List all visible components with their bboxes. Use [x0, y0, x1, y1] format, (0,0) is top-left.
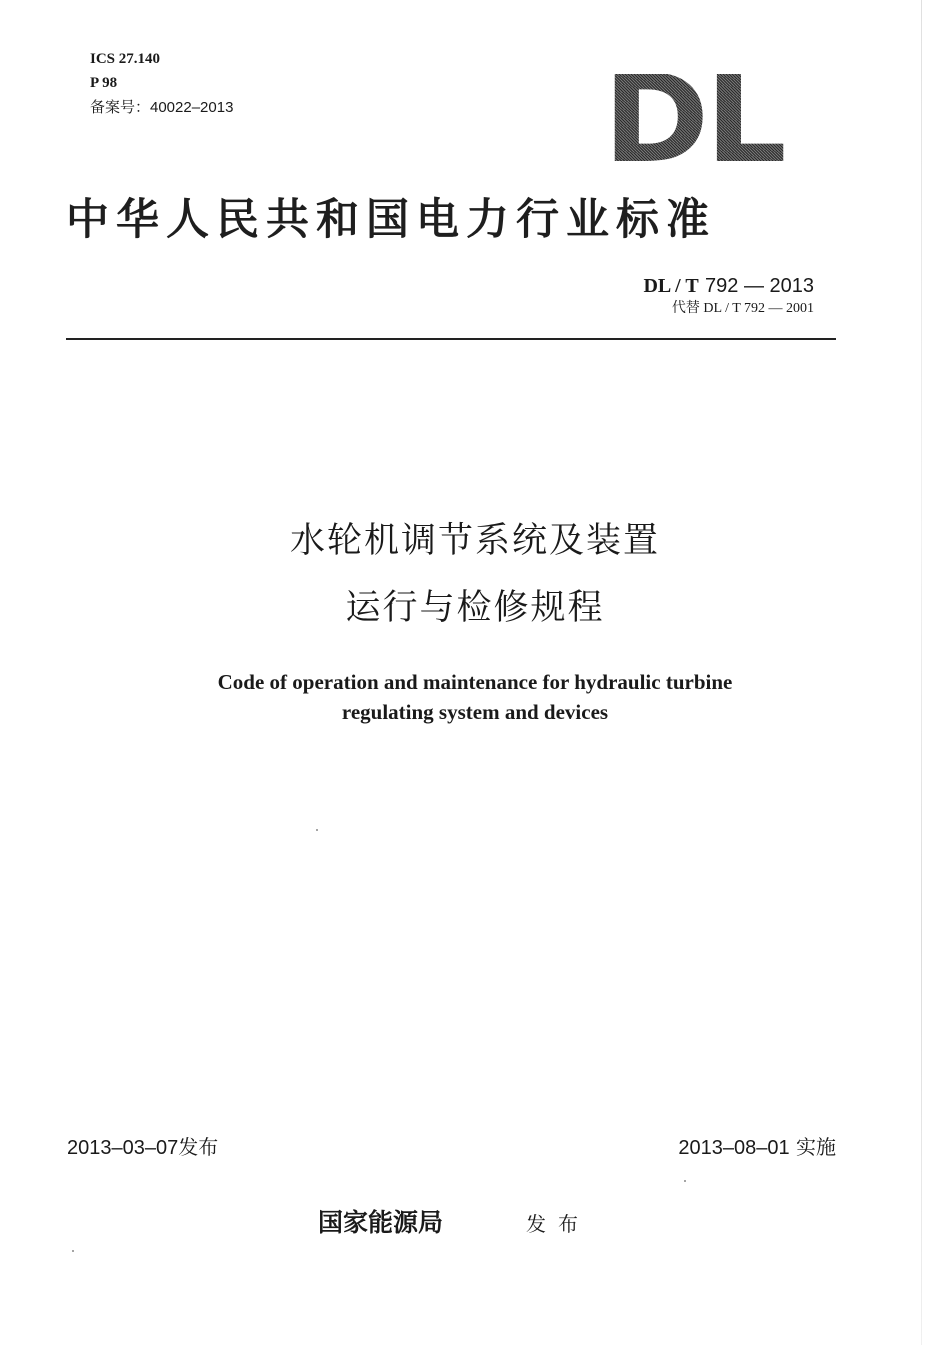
standard-code-prefix: DL / T — [643, 275, 699, 297]
dl-logo: DL — [603, 74, 794, 164]
title-en-line1: Code of operation and maintenance for hydraulic turbine — [217, 670, 733, 694]
issuer-action: 发布 — [526, 1212, 590, 1236]
scan-speck — [684, 1180, 686, 1182]
ccs-code: P 98 — [90, 75, 118, 91]
implement-date-label: 实施 — [796, 1135, 836, 1159]
scan-speck — [316, 829, 318, 831]
header-divider — [66, 338, 836, 340]
standard-code — [643, 272, 814, 299]
title-cn-line1: 水轮机调节系统及装置 — [289, 521, 660, 561]
org-title: 中华人民共和国电力行业标准 — [66, 195, 716, 245]
issue-date-label: 发布 — [178, 1135, 219, 1159]
issue-date — [67, 1133, 218, 1162]
implement-date-value: 2013–08–01 — [678, 1137, 790, 1159]
scan-speck — [72, 1250, 74, 1252]
ics-code: ICS 27.140 — [90, 51, 161, 67]
issue-date-value: 2013–03–07 — [67, 1137, 179, 1159]
replaces-code: 代替 DL / T 792 — 2001 — [671, 301, 814, 316]
standard-code-number: 792 — 2013 — [705, 275, 814, 297]
title-en-line2: regulating system and devices — [341, 700, 609, 724]
issuer-name: 国家能源局 — [318, 1208, 444, 1237]
filing-number: 备案号：40022–2013 — [90, 99, 234, 116]
title-cn-line2: 运行与检修规程 — [345, 588, 605, 628]
implement-date — [678, 1133, 836, 1162]
